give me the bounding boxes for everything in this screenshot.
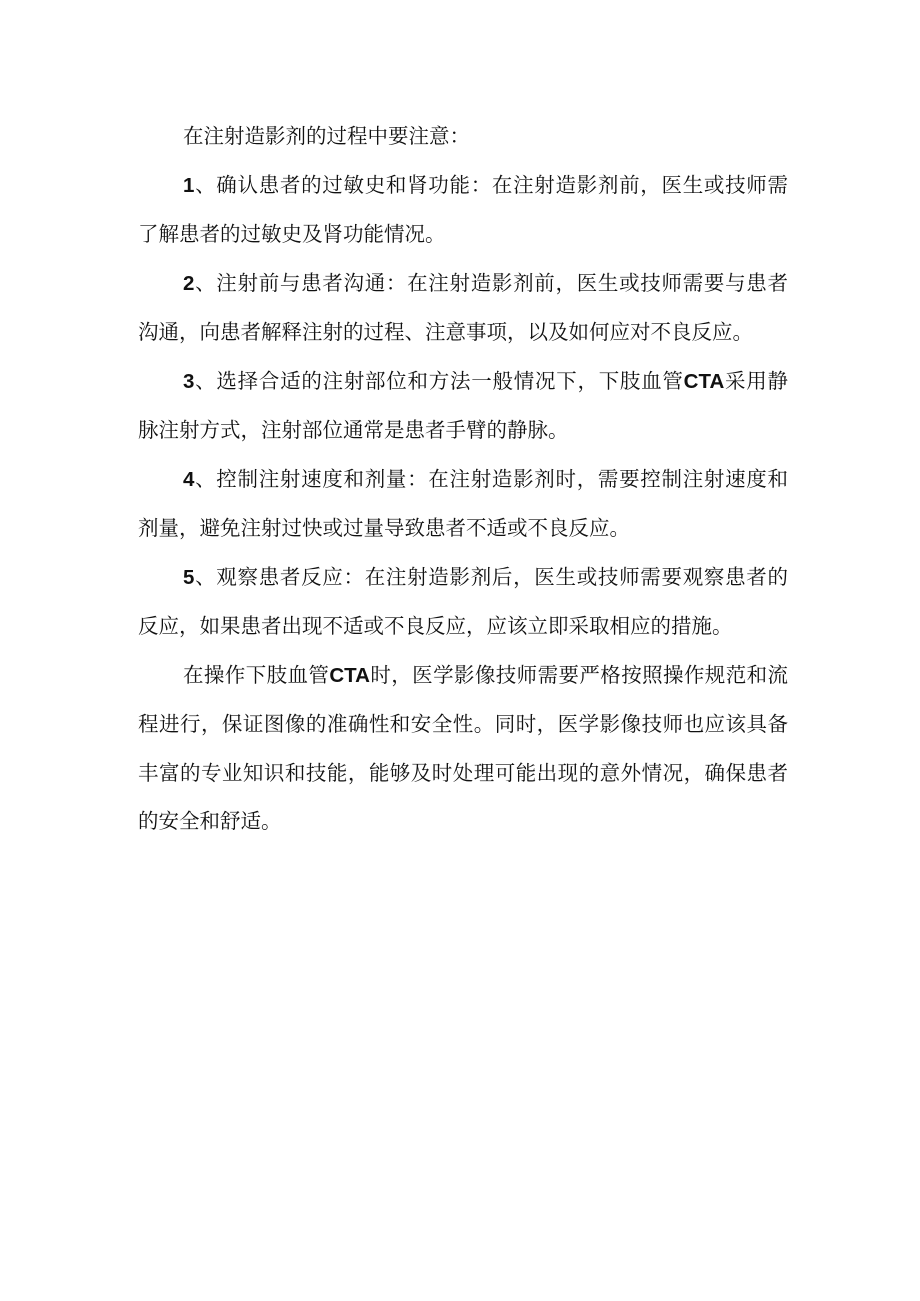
list-item-3 — [138, 357, 788, 455]
cta-term: CTA — [683, 369, 725, 393]
item-text-after: 采用静脉注射方式，注射部位通常是患者手臂的静脉。 — [138, 368, 788, 442]
item-number: 3 — [183, 369, 195, 393]
cta-term: CTA — [329, 663, 370, 687]
item-number: 4 — [183, 467, 195, 491]
item-text: 、控制注射速度和剂量：在注射造影剂时，需要控制注射速度和剂量，避免注射过快或过量导致患者不适或不良反应。 — [138, 466, 788, 540]
intro-text: 在注射造影剂的过程中要注意： — [183, 124, 470, 148]
closing-text-before: 在操作下肢血管 — [183, 662, 330, 687]
list-item-5 — [138, 553, 788, 651]
item-text: 、注射前与患者沟通：在注射造影剂前，医生或技师需要与患者沟通，向患者解释注射的过程、注意事项，以及如何应对不良反应。 — [138, 270, 788, 344]
closing-paragraph — [138, 651, 788, 846]
item-text-before: 、选择合适的注射部位和方法一般情况下，下肢血管 — [194, 368, 684, 393]
item-number: 2 — [183, 271, 195, 295]
intro-paragraph — [138, 112, 788, 161]
document-body — [138, 112, 788, 846]
item-text: 、观察患者反应：在注射造影剂后，医生或技师需要观察患者的反应，如果患者出现不适或不良反应，应该立即采取相应的措施。 — [138, 564, 788, 638]
closing-text-after: 时，医学影像技师需要严格按照操作规范和流程进行，保证图像的准确性和安全性。同时，医学影像技师也应该具备丰富的专业知识和技能，能够及时处理可能出现的意外情况，确保患者的安全和舒适。 — [138, 662, 789, 833]
item-number: 1 — [183, 173, 195, 197]
item-text: 、确认患者的过敏史和肾功能：在注射造影剂前，医生或技师需了解患者的过敏史及肾功能情况。 — [138, 172, 788, 246]
list-item-4 — [138, 455, 788, 553]
item-number: 5 — [183, 565, 195, 589]
list-item-2 — [138, 259, 788, 357]
list-item-1 — [138, 161, 788, 259]
